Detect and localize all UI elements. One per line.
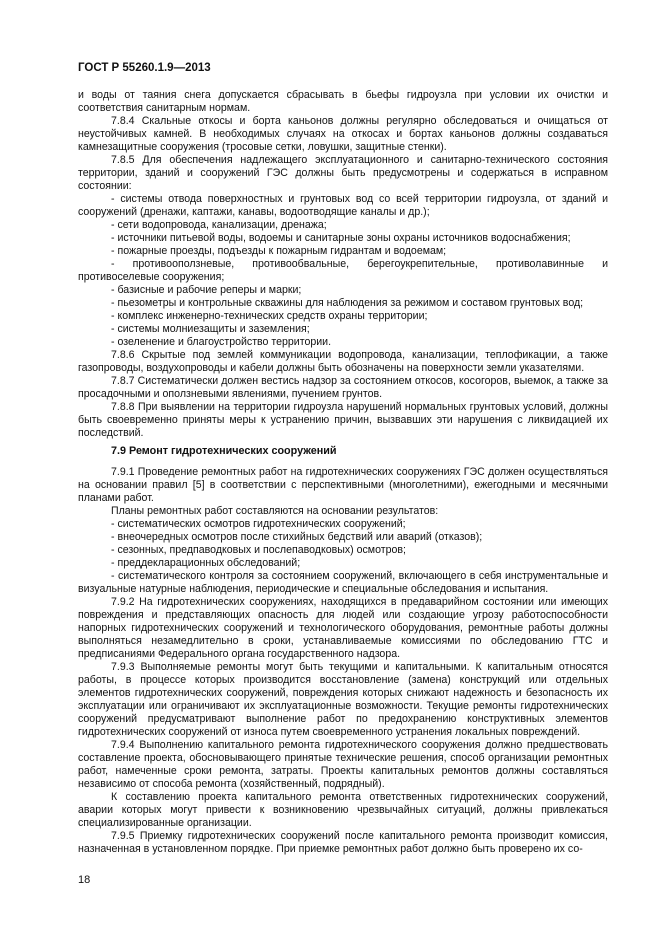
paragraph-7-9-4: 7.9.4 Выполнению капитального ремонта гидротехнического сооружения должно предшествовать составление проекта, обосновывающего принятые технические решения, способ организации ремонтных работ, намеченные сроки ремонта, затраты. Проекты капитальных ремонтов должны составляться независимо от способа ремонта (хозяйственный, подрядный).: [78, 739, 608, 790]
paragraph-7-9-1: 7.9.1 Проведение ремонтных работ на гидротехнических сооружениях ГЭС должен осуществляться на основании правил [5] в соответствии с перспективными (многолетними), ежегодными и месячными планами работ.: [78, 466, 608, 504]
paragraph-7-8-4: 7.8.4 Скальные откосы и борта каньонов должны регулярно обследоваться и очищаться от неустойчивых камней. В необходимых случаях на откосах и бортах каньонов должны создаваться камнезащитные сооружения (тросовые сетки, ловушки, защитные стенки).: [78, 115, 608, 153]
list-item: - систематического контроля за состоянием сооружений, включающего в себя инструментальные и визуальные натурные наблюдения, периодические и специальные обследования и испытания.: [78, 570, 608, 595]
list-item: - источники питьевой воды, водоемы и санитарные зоны охраны источников водоснабжения;: [111, 232, 571, 244]
list-item: - внеочередных осмотров после стихийных бедствий или аварий (отказов);: [111, 531, 483, 543]
section-7-8-text: [78, 89, 608, 440]
paragraph-7-8-6: 7.8.6 Скрытые под землей коммуникации водопровода, канализации, теплофикации, а также газопроводы, воздухопроводы и кабели должны быть обозначены на поверхности земли указателями.: [78, 349, 608, 374]
paragraph-7-9-5: 7.9.5 Приемку гидротехнических сооружений после капитального ремонта производит комиссия, назначенная в установленном порядке. При приемке ремонтных работ должно быть проверено их со-: [78, 830, 608, 855]
list-item: - сети водопровода, канализации, дренажа;: [111, 219, 327, 231]
paragraph-7-8-8: 7.8.8 При выявлении на территории гидроузла нарушений нормальных грунтовых условий, должны быть своевременно приняты меры к устранению причин, вызвавших эти нарушения с ликвидацией их последствий.: [78, 401, 608, 439]
page-number: 18: [78, 874, 91, 886]
paragraph-7-8-5: 7.8.5 Для обеспечения надлежащего эксплуатационного и санитарно-технического состояния территории, зданий и сооружений ГЭС должны быть предусмотрены и содержаться в исправном состоянии:: [78, 154, 608, 192]
paragraph-7-8-7: 7.8.7 Систематически должен вестись надзор за состоянием откосов, косогоров, выемок, а также за просадочными и оползневыми явлениями, пучением грунтов.: [78, 375, 608, 400]
paragraph-7-9-2: 7.9.2 На гидротехнических сооружениях, находящихся в предаварийном состоянии или имеющих повреждения и представляющих опасность для людей или создающие угрозу работоспособности напорных гидротехнических сооружений и технологического оборудования, ремонтные работы должны выполняться незамедлительно в сроки, устанавливаемые комиссиями по обследованию ГТС и предписаниями Федерального органа государственного надзора.: [78, 596, 608, 660]
section-title: 7.9 Ремонт гидротехнических сооружений: [111, 445, 337, 457]
list-item: - пьезометры и контрольные скважины для наблюдения за режимом и составом грунтовых вод;: [111, 297, 584, 309]
list-item: - системы отвода поверхностных и грунтовых вод со всей территории гидроузла, от зданий и сооружений (дренажи, каптажи, канавы, водоотводящие каналы и др.);: [78, 193, 608, 218]
list-item: - системы молниезащиты и заземления;: [111, 323, 310, 335]
list-item: - преддекларационных обследований;: [111, 557, 301, 569]
list-item: - противооползневые, противообвальные, берегоукрепительные, противолавинные и противоселевые сооружения;: [78, 258, 608, 283]
list-item: - озеленение и благоустройство территории.: [111, 336, 332, 348]
paragraph: и воды от таяния снега допускается сбрасывать в бьефы гидроузла при условии их очистки и соответствия санитарным нормам.: [78, 89, 608, 114]
paragraph: К составлению проекта капитального ремонта ответственных гидротехнических сооружений, аварии которых могут привести к возникновению чрезвычайных ситуаций, должны привлекаться специализированные организации.: [78, 791, 608, 829]
paragraph-7-9-3: 7.9.3 Выполняемые ремонты могут быть текущими и капитальными. К капитальным относятся работы, в процессе которых производится восстановление (замена) конструкций или отдельных элементов гидротехнических сооружений, повреждения которых снижают надежность и безопасность их эксплуатации или ограничивают их эксплуатационные возможности. Текущие ремонты гидротехнических сооружений предусматривают выполнение работ по предохранению конструктивных элементов гидротехнических сооружений от износа путем своевременного устранения локальных повреждений.: [78, 661, 608, 738]
list-item: - систематических осмотров гидротехнических сооружений;: [111, 518, 406, 530]
list-item: - сезонных, предпаводковых и послепаводковых) осмотров;: [111, 544, 406, 556]
list-item: - пожарные проезды, подъезды к пожарным гидрантам и водоемам;: [111, 245, 447, 257]
paragraph: Планы ремонтных работ составляются на основании результатов:: [111, 505, 439, 517]
list-item: - комплекс инженерно-технических средств охраны территории;: [111, 310, 428, 322]
section-7-9-text: [78, 466, 608, 856]
document-header: ГОСТ Р 55260.1.9—2013: [78, 62, 211, 74]
list-item: - базисные и рабочие реперы и марки;: [111, 284, 302, 296]
